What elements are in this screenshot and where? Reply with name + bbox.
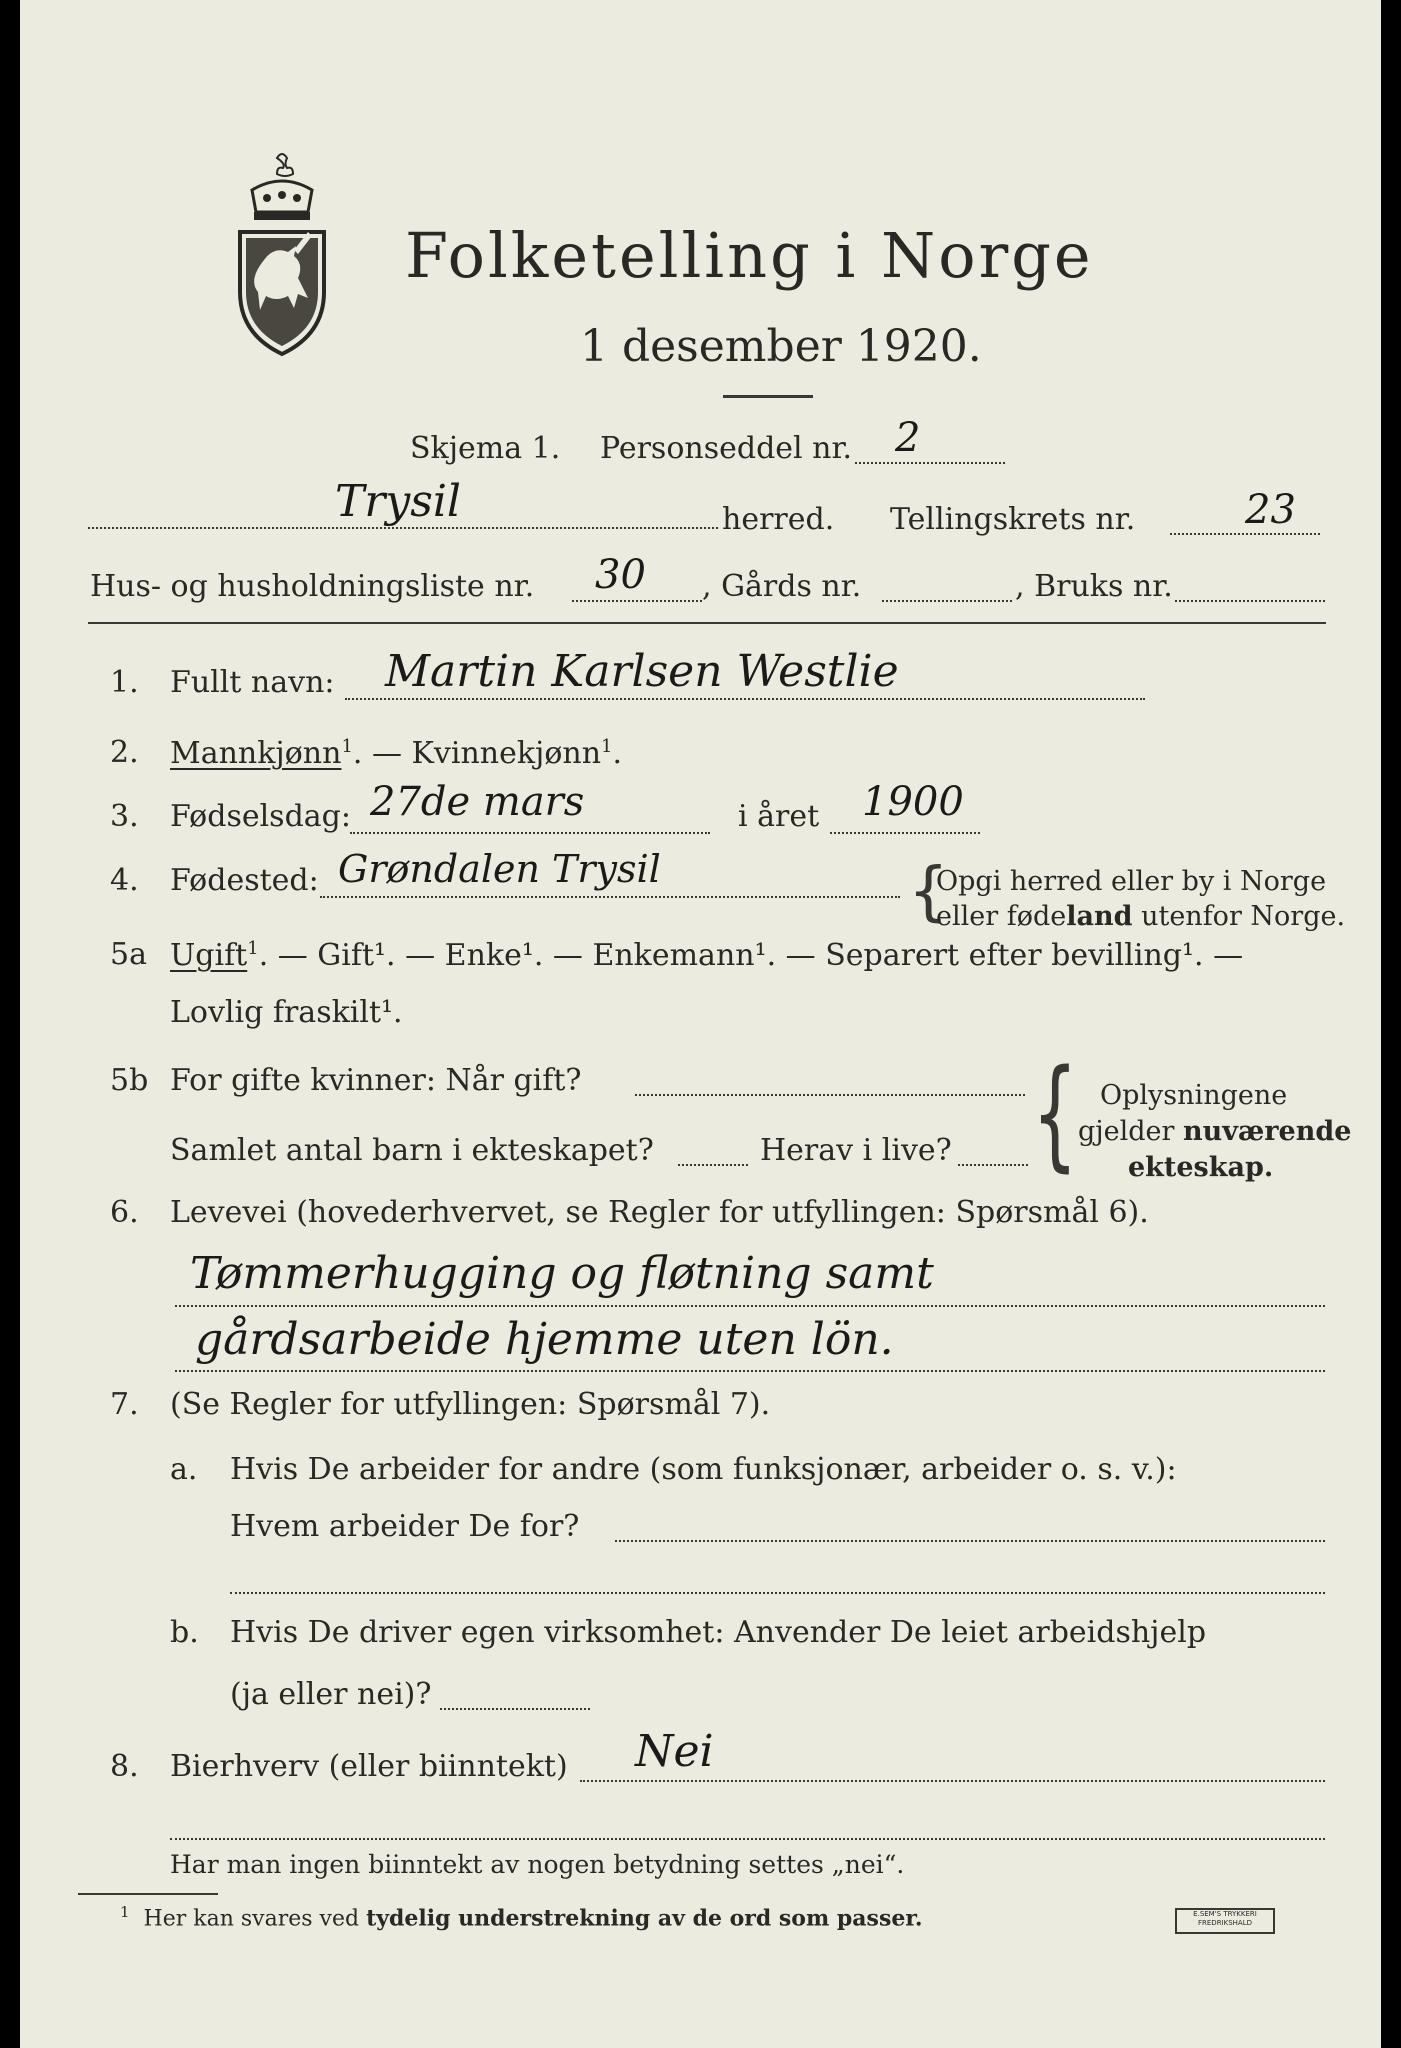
q3-day-line (350, 832, 710, 834)
q8-number: 8. (110, 1749, 139, 1784)
q3-label: Fødselsdag: (170, 799, 351, 834)
q4-note-line1: Opgi herred eller by i Norge (936, 866, 1327, 897)
gards-line (882, 600, 1012, 602)
q6-number: 6. (110, 1195, 139, 1230)
q7b-line (440, 1708, 590, 1710)
herred-value: Trysil (335, 476, 461, 527)
q7a-extra-line (230, 1592, 1325, 1594)
q7a-line (615, 1540, 1325, 1542)
bruks-line (1175, 600, 1325, 602)
biinntekt-note: Har man ingen biinntekt av nogen betydning settes „nei“. (170, 1850, 905, 1879)
q5a-options: Ugift$^1$. — Gift¹. — Enke¹. — Enkemann¹. — Separert efter bevilling¹. — (170, 938, 1244, 973)
herred-label: herred. (722, 502, 835, 537)
census-form (20, 0, 1381, 2048)
q5b-number: 5b (110, 1063, 149, 1098)
tellingskrets-label: Tellingskrets nr. (890, 502, 1136, 537)
q7b-number: b. (170, 1615, 199, 1650)
q7-number: 7. (110, 1387, 139, 1422)
q8-label: Bierhverv (eller biinntekt) (170, 1749, 568, 1784)
q5b-note-line2: gjelder nuværende (1078, 1116, 1352, 1147)
personseddel-label: Personseddel nr. (600, 431, 853, 466)
q6-answer1: Tømmerhugging og fløtning samt (190, 1248, 934, 1299)
q4-line (320, 896, 900, 898)
q7-label: (Se Regler for utfyllingen: Spørsmål 7). (170, 1387, 771, 1422)
q4-label: Fødested: (170, 863, 319, 898)
printer-mark: E.SEM'S TRYKKERI FREDRIKSHALD (1175, 1908, 1275, 1934)
personseddel-value: 2 (895, 415, 921, 461)
q2-number: 2. (110, 735, 139, 770)
footnote-marker: 1 (120, 1903, 130, 1921)
q8-value: Nei (635, 1726, 714, 1777)
q2-female-option: Kvinnekjønn (411, 736, 602, 771)
q5b-note-brace: { (1032, 1045, 1078, 1184)
q5b-note-line3: ekteskap. (1128, 1152, 1274, 1183)
q7a-line2: Hvem arbeider De for? (230, 1509, 580, 1544)
bruks-label: , Bruks nr. (1015, 569, 1173, 604)
q2-male-option: Mannkjønn (170, 736, 342, 771)
q5b-children-line (678, 1164, 748, 1166)
q3-day-value: 27de mars (370, 779, 585, 825)
q7b-line1: Hvis De driver egen virksomhet: Anvender De leiet arbeidshjelp (230, 1615, 1207, 1650)
coat-of-arms-emblem (232, 150, 332, 360)
q5a-number: 5a (110, 937, 147, 972)
tellingskrets-value: 23 (1245, 487, 1296, 533)
q2-options: Mannkjønn$^1$. — Kvinnekjønn$^1$. (170, 736, 623, 771)
footnote-rule (78, 1893, 218, 1895)
q7a-line1: Hvis De arbeider for andre (som funksjonær, arbeider o. s. v.): (230, 1452, 1177, 1487)
q5a-line2: Lovlig fraskilt¹. (170, 995, 403, 1030)
q5b-line2a: Samlet antal barn i ekteskapet? (170, 1133, 654, 1168)
q3-year-label: i året (738, 799, 820, 834)
q6-answer2: gårdsarbeide hjemme uten lön. (195, 1314, 894, 1365)
q3-year-line (830, 832, 980, 834)
q3-year-value: 1900 (862, 779, 964, 825)
herred-line (88, 527, 718, 529)
husliste-label: Hus- og husholdningsliste nr. (90, 569, 535, 604)
form-title: Folketelling i Norge (405, 219, 1094, 292)
header-rule (88, 622, 1326, 624)
gards-label: , Gårds nr. (702, 569, 862, 604)
q6-answer-line1 (175, 1305, 1325, 1307)
q1-value: Martin Karlsen Westlie (385, 646, 899, 697)
q5b-married-line (635, 1094, 1025, 1096)
q6-answer-line2 (175, 1370, 1325, 1372)
q5b-line1: For gifte kvinner: Når gift? (170, 1063, 582, 1098)
q4-note-brace: { (908, 855, 949, 929)
skjema-label: Skjema 1. (410, 431, 561, 466)
q6-label: Levevei (hovederhvervet, se Regler for utfyllingen: Spørsmål 6). (170, 1195, 1149, 1230)
personseddel-line (855, 462, 1005, 464)
footnote: $^1$ Her kan svares ved tydelig understrekning av de ord som passer. (120, 1903, 923, 1932)
q1-label: Fullt navn: (170, 665, 335, 700)
husliste-line (572, 600, 702, 602)
q4-value: Grøndalen Trysil (338, 847, 661, 891)
q8-line (580, 1780, 1325, 1782)
q3-number: 3. (110, 799, 139, 834)
q7a-number: a. (170, 1452, 198, 1487)
q1-number: 1. (110, 665, 139, 700)
q8-extra-line (170, 1838, 1325, 1840)
q4-number: 4. (110, 863, 139, 898)
tellingskrets-line (1170, 533, 1320, 535)
q5a-ugift-option: Ugift (170, 938, 248, 973)
q5b-alive-line (958, 1164, 1028, 1166)
q5b-line2b: Herav i live? (760, 1133, 952, 1168)
q7b-line2: (ja eller nei)? (230, 1677, 432, 1712)
q5b-note-line1: Oplysningene (1100, 1080, 1288, 1111)
q4-note-line2: eller fødeland utenfor Norge. (936, 901, 1346, 932)
husliste-value: 30 (595, 552, 646, 598)
form-date: 1 desember 1920. (580, 321, 982, 372)
q1-line (345, 698, 1145, 700)
title-divider (723, 395, 813, 398)
